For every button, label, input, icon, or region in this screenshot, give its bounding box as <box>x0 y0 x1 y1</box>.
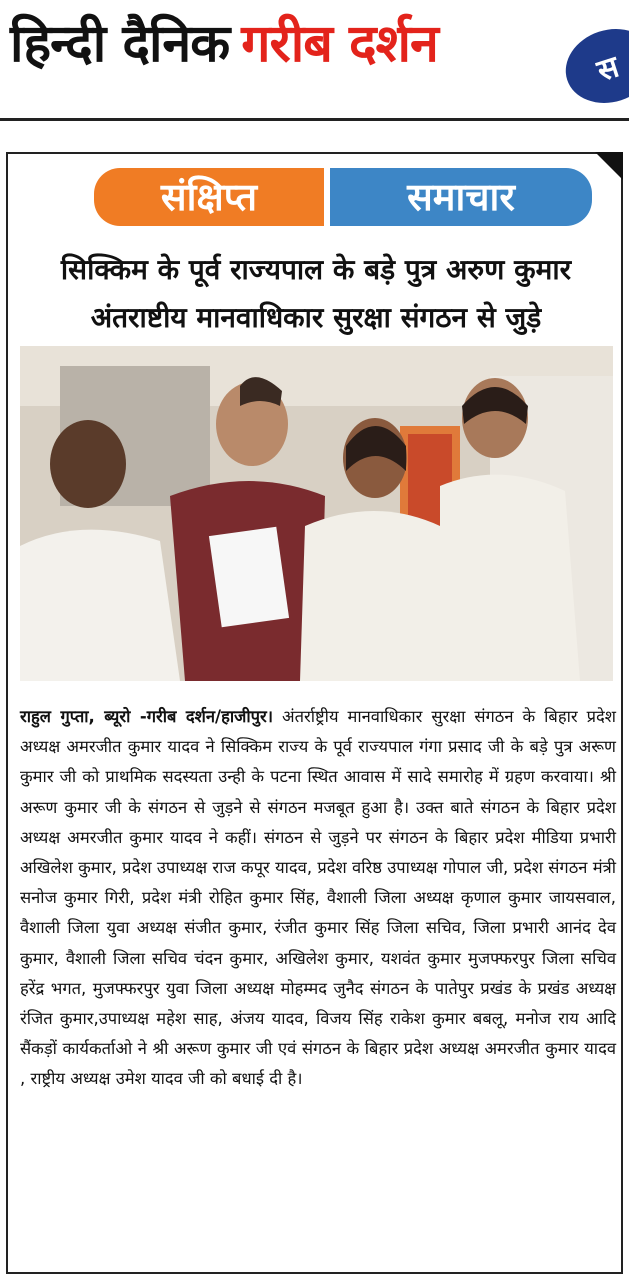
kicker-samachar: समाचार <box>330 168 592 226</box>
news-article <box>6 152 623 1274</box>
title-hindi-dainik: हिन्दी दैनिक <box>10 14 230 74</box>
headline-line-2: अंतराष्टीय मानवाधिकार सुरक्षा संगठन से जुड़े <box>90 301 542 334</box>
badge-text: स <box>593 49 624 90</box>
newspaper-title <box>10 14 438 74</box>
headline-line-1: सिक्किम के पूर्व राज्यपाल के बड़े पुत्र अरुण कुमार <box>60 253 572 286</box>
masthead-badge <box>556 18 629 114</box>
news-photo <box>20 346 613 681</box>
article-body-text: अंतर्राष्ट्रीय मानवाधिकार सुरक्षा संगठन के बिहार प्रदेश अध्यक्ष अमरजीत कुमार यादव ने सिक्किम राज्य के पूर्व राज्यपाल गंगा प्रसाद जी के बड़े पुत्र अरूण कुमार जी को प्राथमिक सदस्यता उन्ही के पटना स्थित आवास में सादे समारोह में ग्रहण करवाया। श्री अरूण कुमार जी के संगठन से जुड़ने से संगठन मजबूत हुआ है। उक्त बाते संगठन के बिहार प्रदेश अध्यक्ष अमरजीत कुमार यादव ने कहीं। संगठन से जुड़ने पर संगठन के बिहार प्रदेश मीडिया प्रभारी अखिलेश कुमार, प्रदेश उपाध्यक्ष राज कपूर यादव, प्रदेश वरिष्ठ उपाध्यक्ष गोपाल जी, प्रदेश संगठन मंत्री सनोज कुमार गिरी, प्रदेश मंत्री रोहित कुमार सिंह, वैशाली जिला अध्यक्ष कृणाल कुमार जायसवाल, वैशाली जिला युवा अध्यक्ष संजीत कुमार, रंजीत कुमार सिंह जिला सचिव, जिला प्रभारी आनंद देव कुमार, वैशाली जिला सचिव चंदन कुमार, अखिलेश कुमार, यशवंत कुमार मुजफ्फरपुर जिला सचिव हरेंद्र भगत, मुजफ्फरपुर युवा जिला अध्यक्ष मोहम्मद जुनैद संगठन के पातेपुर प्रखंड के प्रखंड अध्यक्ष रंजित कुमार,उपाध्यक्ष महेश साह, अंजय यादव, विजय सिंह राकेश कुमार बबलू, मनोज राय आदि सैंकड़ों कार्यकर्ताओ ने श्री अरूण कुमार जी एवं संगठन के बिहार प्रदेश अध्यक्ष अमरजीत कुमार यादव , राष्ट्रीय अध्यक्ष उमेश यादव जी को बधाई दी है। <box>20 707 616 1089</box>
masthead-divider <box>0 118 629 121</box>
article-headline <box>16 246 616 342</box>
title-garib-darshan: गरीब दर्शन <box>241 14 438 74</box>
article-body <box>20 702 616 1095</box>
kicker-sankshipt: संक्षिप्त <box>94 168 324 226</box>
masthead <box>0 0 629 118</box>
article-byline: राहुल गुप्ता, ब्यूरो -गरीब दर्शन/हाजीपुर। <box>20 707 274 726</box>
corner-mark <box>595 152 623 180</box>
section-kicker <box>94 168 594 226</box>
photo-illustration <box>20 346 613 681</box>
